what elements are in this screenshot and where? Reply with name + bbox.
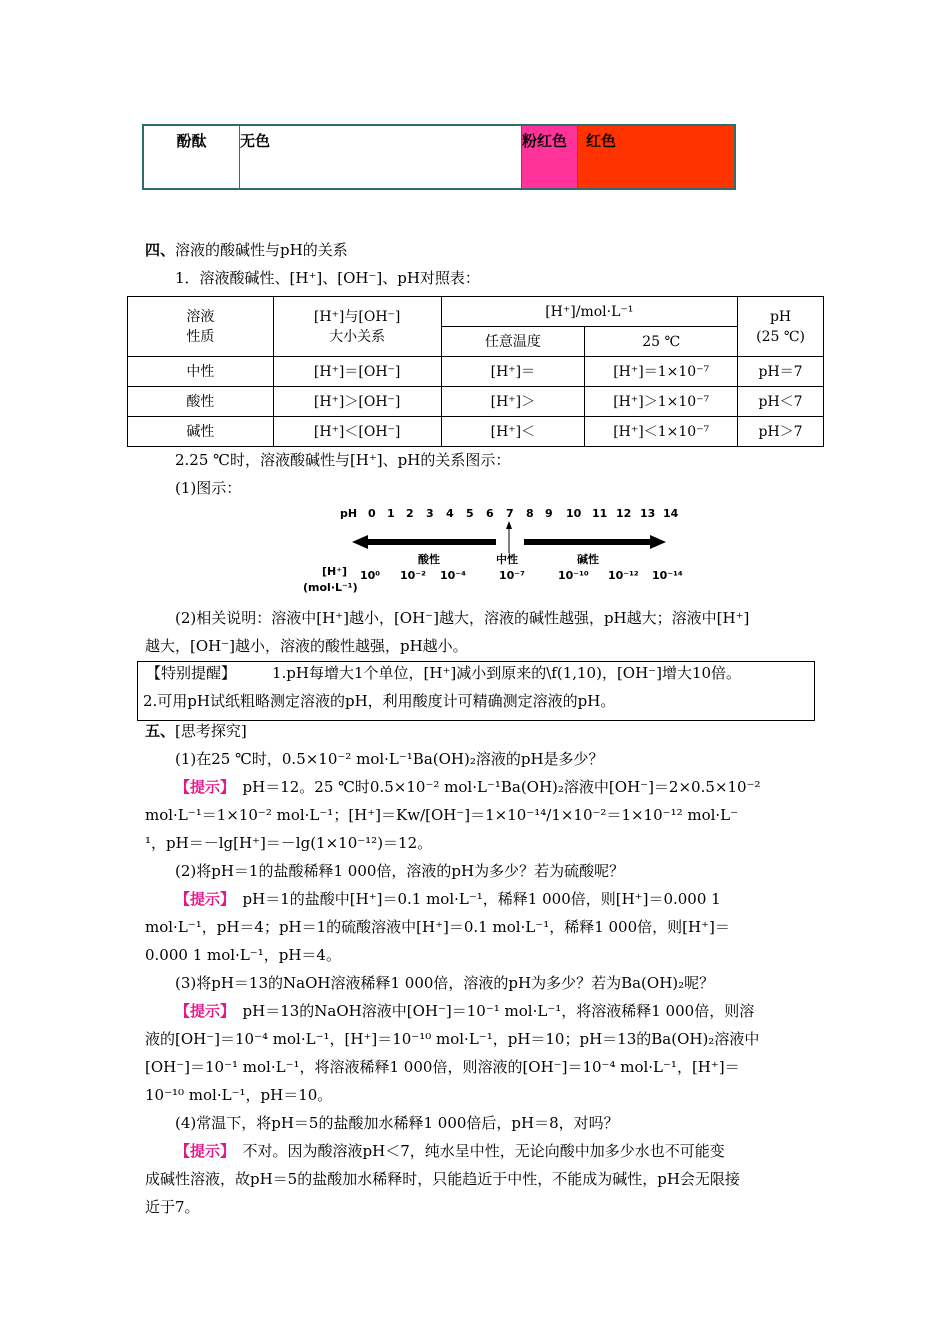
ph-tick: 6 — [486, 507, 494, 520]
question-3: (3)将pH＝13的NaOH溶液稀释1 000倍，溶液的pH为多少？若为Ba(OH)₂呢？ — [175, 974, 715, 992]
reminder-line1: 1.pH每增大1个单位，[H⁺]减小到原来的\f(1,10)，[OH⁻]增大10倍。 — [272, 664, 742, 682]
header-concentration: [H⁺]/mol·L⁻¹ — [441, 297, 738, 327]
hint-label: 【提示】 — [175, 778, 228, 796]
header-property-2: 性质 — [186, 328, 215, 345]
cell-rel: [H⁺]＞[OH⁻] — [273, 387, 441, 417]
header-ph-1: pH — [769, 308, 792, 325]
h-value: 10⁻⁴ — [440, 569, 466, 582]
table-row — [128, 387, 824, 417]
cell-rel: [H⁺]＜[OH⁻] — [273, 417, 441, 447]
answer-1-line1 — [175, 777, 760, 797]
cell-prop: 碱性 — [128, 417, 274, 447]
section4-heading — [145, 240, 348, 260]
section5-heading — [145, 721, 247, 741]
ph-scale-label: pH — [340, 507, 358, 520]
answer-1-line2: mol·L⁻¹＝1×10⁻² mol·L⁻¹；[H⁺]＝Kw/[OH⁻]＝1×10⁻¹⁴/1×10⁻²＝1×10⁻¹² mol·L⁻ — [145, 806, 739, 824]
answer-3-line2: 液的[OH⁻]＝10⁻⁴ mol·L⁻¹，[H⁺]＝10⁻¹⁰ mol·L⁻¹，pH＝10；pH＝13的Ba(OH)₂溶液中 — [145, 1030, 760, 1048]
answer-4-line2: 成碱性溶液，故pH＝5的盐酸加水稀释时，只能趋近于中性，不能成为碱性，pH会无限接 — [145, 1170, 740, 1188]
hint-label: 【提示】 — [175, 1142, 228, 1160]
cell-rel: [H⁺]＝[OH⁻] — [273, 357, 441, 387]
cell-any: [H⁺]＞ — [441, 387, 585, 417]
answer-2-text1: pH＝1的盐酸中[H⁺]＝0.1 mol·L⁻¹，稀释1 000倍，则[H⁺]＝0.000 1 — [242, 890, 721, 908]
answer-2-line1 — [175, 889, 721, 909]
h-value: 10⁻⁷ — [499, 569, 525, 582]
section4-heading-text: 溶液的酸碱性与pH的关系 — [175, 241, 348, 259]
ph-tick: 8 — [526, 507, 534, 520]
h-value: 10⁻¹⁴ — [652, 569, 683, 582]
ph-tick: 10 — [566, 507, 582, 520]
cell-any: [H⁺]＝ — [441, 357, 585, 387]
header-ph-2: (25 ℃) — [756, 328, 805, 345]
item2-text: 2.25 ℃时，溶液酸碱性与[H⁺]、pH的关系图示： — [175, 451, 511, 469]
header-ph — [738, 297, 824, 357]
h-value: 10⁻² — [400, 569, 426, 582]
neutral-arrowhead — [506, 521, 512, 529]
header-25c: 25 ℃ — [585, 327, 738, 357]
header-relation-1: [H⁺]与[OH⁻] — [313, 308, 401, 325]
cell-ph: pH＜7 — [738, 387, 824, 417]
header-property-1: 溶液 — [186, 308, 215, 325]
indicator-red: 红色 — [578, 126, 734, 188]
item1-text: 1．溶液酸碱性、[H⁺]、[OH⁻]、pH对照表： — [175, 269, 480, 287]
answer-2-line3: 0.000 1 mol·L⁻¹，pH＝4。 — [145, 946, 341, 964]
section4-heading-num: 四、 — [145, 241, 176, 259]
cell-prop: 酸性 — [128, 387, 274, 417]
ph-tick: 0 — [368, 507, 376, 520]
answer-4-line3: 近于7。 — [145, 1198, 200, 1216]
indicator-table — [142, 124, 736, 190]
h-value: 10⁻¹⁰ — [558, 569, 589, 582]
ph-tick: 3 — [426, 507, 434, 520]
ph-tick: 13 — [640, 507, 656, 520]
section5-heading-text: [思考探究] — [175, 722, 247, 740]
acid-label: 酸性 — [418, 553, 440, 566]
question-2: (2)将pH＝1的盐酸稀释1 000倍，溶液的pH为多少？若为硫酸呢？ — [175, 862, 625, 880]
item2-1-text: (1)图示： — [175, 479, 242, 497]
cell-any: [H⁺]＜ — [441, 417, 585, 447]
answer-3-line4: 10⁻¹⁰ mol·L⁻¹，pH＝10。 — [145, 1086, 333, 1104]
acid-arrow — [352, 535, 496, 549]
ph-tick: 7 — [506, 507, 514, 520]
ph-tick: 11 — [592, 507, 608, 520]
section5-heading-num: 五、 — [145, 722, 176, 740]
ph-tick: 2 — [406, 507, 414, 520]
answer-1-line3: ¹，pH＝－lg[H⁺]＝－lg(1×10⁻¹²)＝12。 — [145, 834, 433, 852]
hint-label: 【提示】 — [175, 890, 228, 908]
indicator-colorless: 无色 — [240, 126, 522, 188]
ph-arrows — [300, 505, 690, 600]
answer-3-line1 — [175, 1001, 754, 1021]
acidity-table — [127, 296, 824, 447]
base-arrow — [524, 535, 666, 549]
answer-4-line1 — [175, 1141, 725, 1161]
item2-2-line2: 越大，[OH⁻]越小，溶液的酸性越强，pH越小。 — [145, 637, 468, 655]
h-label-2: (mol·L⁻¹) — [303, 581, 358, 594]
ph-tick: 1 — [387, 507, 395, 520]
ph-tick: 9 — [545, 507, 553, 520]
ph-diagram — [300, 505, 690, 600]
question-4: (4)常温下，将pH＝5的盐酸加水稀释1 000倍后，pH＝8，对吗？ — [175, 1114, 619, 1132]
base-label: 碱性 — [577, 553, 599, 566]
table-row — [128, 417, 824, 447]
ph-tick: 5 — [466, 507, 474, 520]
neutral-label: 中性 — [496, 553, 518, 566]
item2-2-line1: (2)相关说明：溶液中[H⁺]越小，[OH⁻]越大，溶液的碱性越强，pH越大；溶液中[H⁺] — [175, 609, 750, 627]
header-any-temp: 任意温度 — [441, 327, 585, 357]
question-1: (1)在25 ℃时，0.5×10⁻² mol·L⁻¹Ba(OH)₂溶液的pH是多少？ — [175, 750, 604, 768]
header-relation-2: 大小关系 — [329, 328, 386, 345]
reminder-line2: 2.可用pH试纸粗略测定溶液的pH，利用酸度计可精确测定溶液的pH。 — [143, 692, 616, 710]
answer-2-line2: mol·L⁻¹，pH＝4；pH＝1的硫酸溶液中[H⁺]＝0.1 mol·L⁻¹，稀释1 000倍，则[H⁺]＝ — [145, 918, 730, 936]
answer-4-text1: 不对。因为酸溶液pH＜7，纯水呈中性，无论向酸中加多少水也不可能变 — [242, 1142, 725, 1160]
indicator-name: 酚酞 — [144, 126, 240, 188]
h-label-1: [H⁺] — [322, 565, 348, 578]
h-value: 10⁻¹² — [608, 569, 639, 582]
answer-1-text1: pH＝12。25 ℃时0.5×10⁻² mol·L⁻¹Ba(OH)₂溶液中[OH⁻]＝2×0.5×10⁻² — [242, 778, 761, 796]
cell-25c: [H⁺]＝1×10⁻⁷ — [585, 357, 738, 387]
cell-ph: pH＞7 — [738, 417, 824, 447]
cell-prop: 中性 — [128, 357, 274, 387]
hint-label: 【提示】 — [175, 1002, 228, 1020]
h-value: 10⁰ — [360, 569, 381, 582]
answer-3-text1: pH＝13的NaOH溶液中[OH⁻]＝10⁻¹ mol·L⁻¹，将溶液稀释1 000倍，则溶 — [242, 1002, 755, 1020]
header-property — [128, 297, 274, 357]
header-relation — [273, 297, 441, 357]
ph-tick: 14 — [663, 507, 679, 520]
ph-tick: 12 — [616, 507, 632, 520]
cell-25c: [H⁺]＞1×10⁻⁷ — [585, 387, 738, 417]
reminder-label: 【特别提醒】 — [146, 664, 237, 682]
ph-tick: 4 — [446, 507, 454, 520]
table-row — [128, 357, 824, 387]
answer-3-line3: [OH⁻]＝10⁻¹ mol·L⁻¹，将溶液稀释1 000倍，则溶液的[OH⁻]＝10⁻⁴ mol·L⁻¹，[H⁺]＝ — [145, 1058, 740, 1076]
indicator-pink: 粉红色 — [522, 126, 578, 188]
cell-25c: [H⁺]＜1×10⁻⁷ — [585, 417, 738, 447]
cell-ph: pH＝7 — [738, 357, 824, 387]
